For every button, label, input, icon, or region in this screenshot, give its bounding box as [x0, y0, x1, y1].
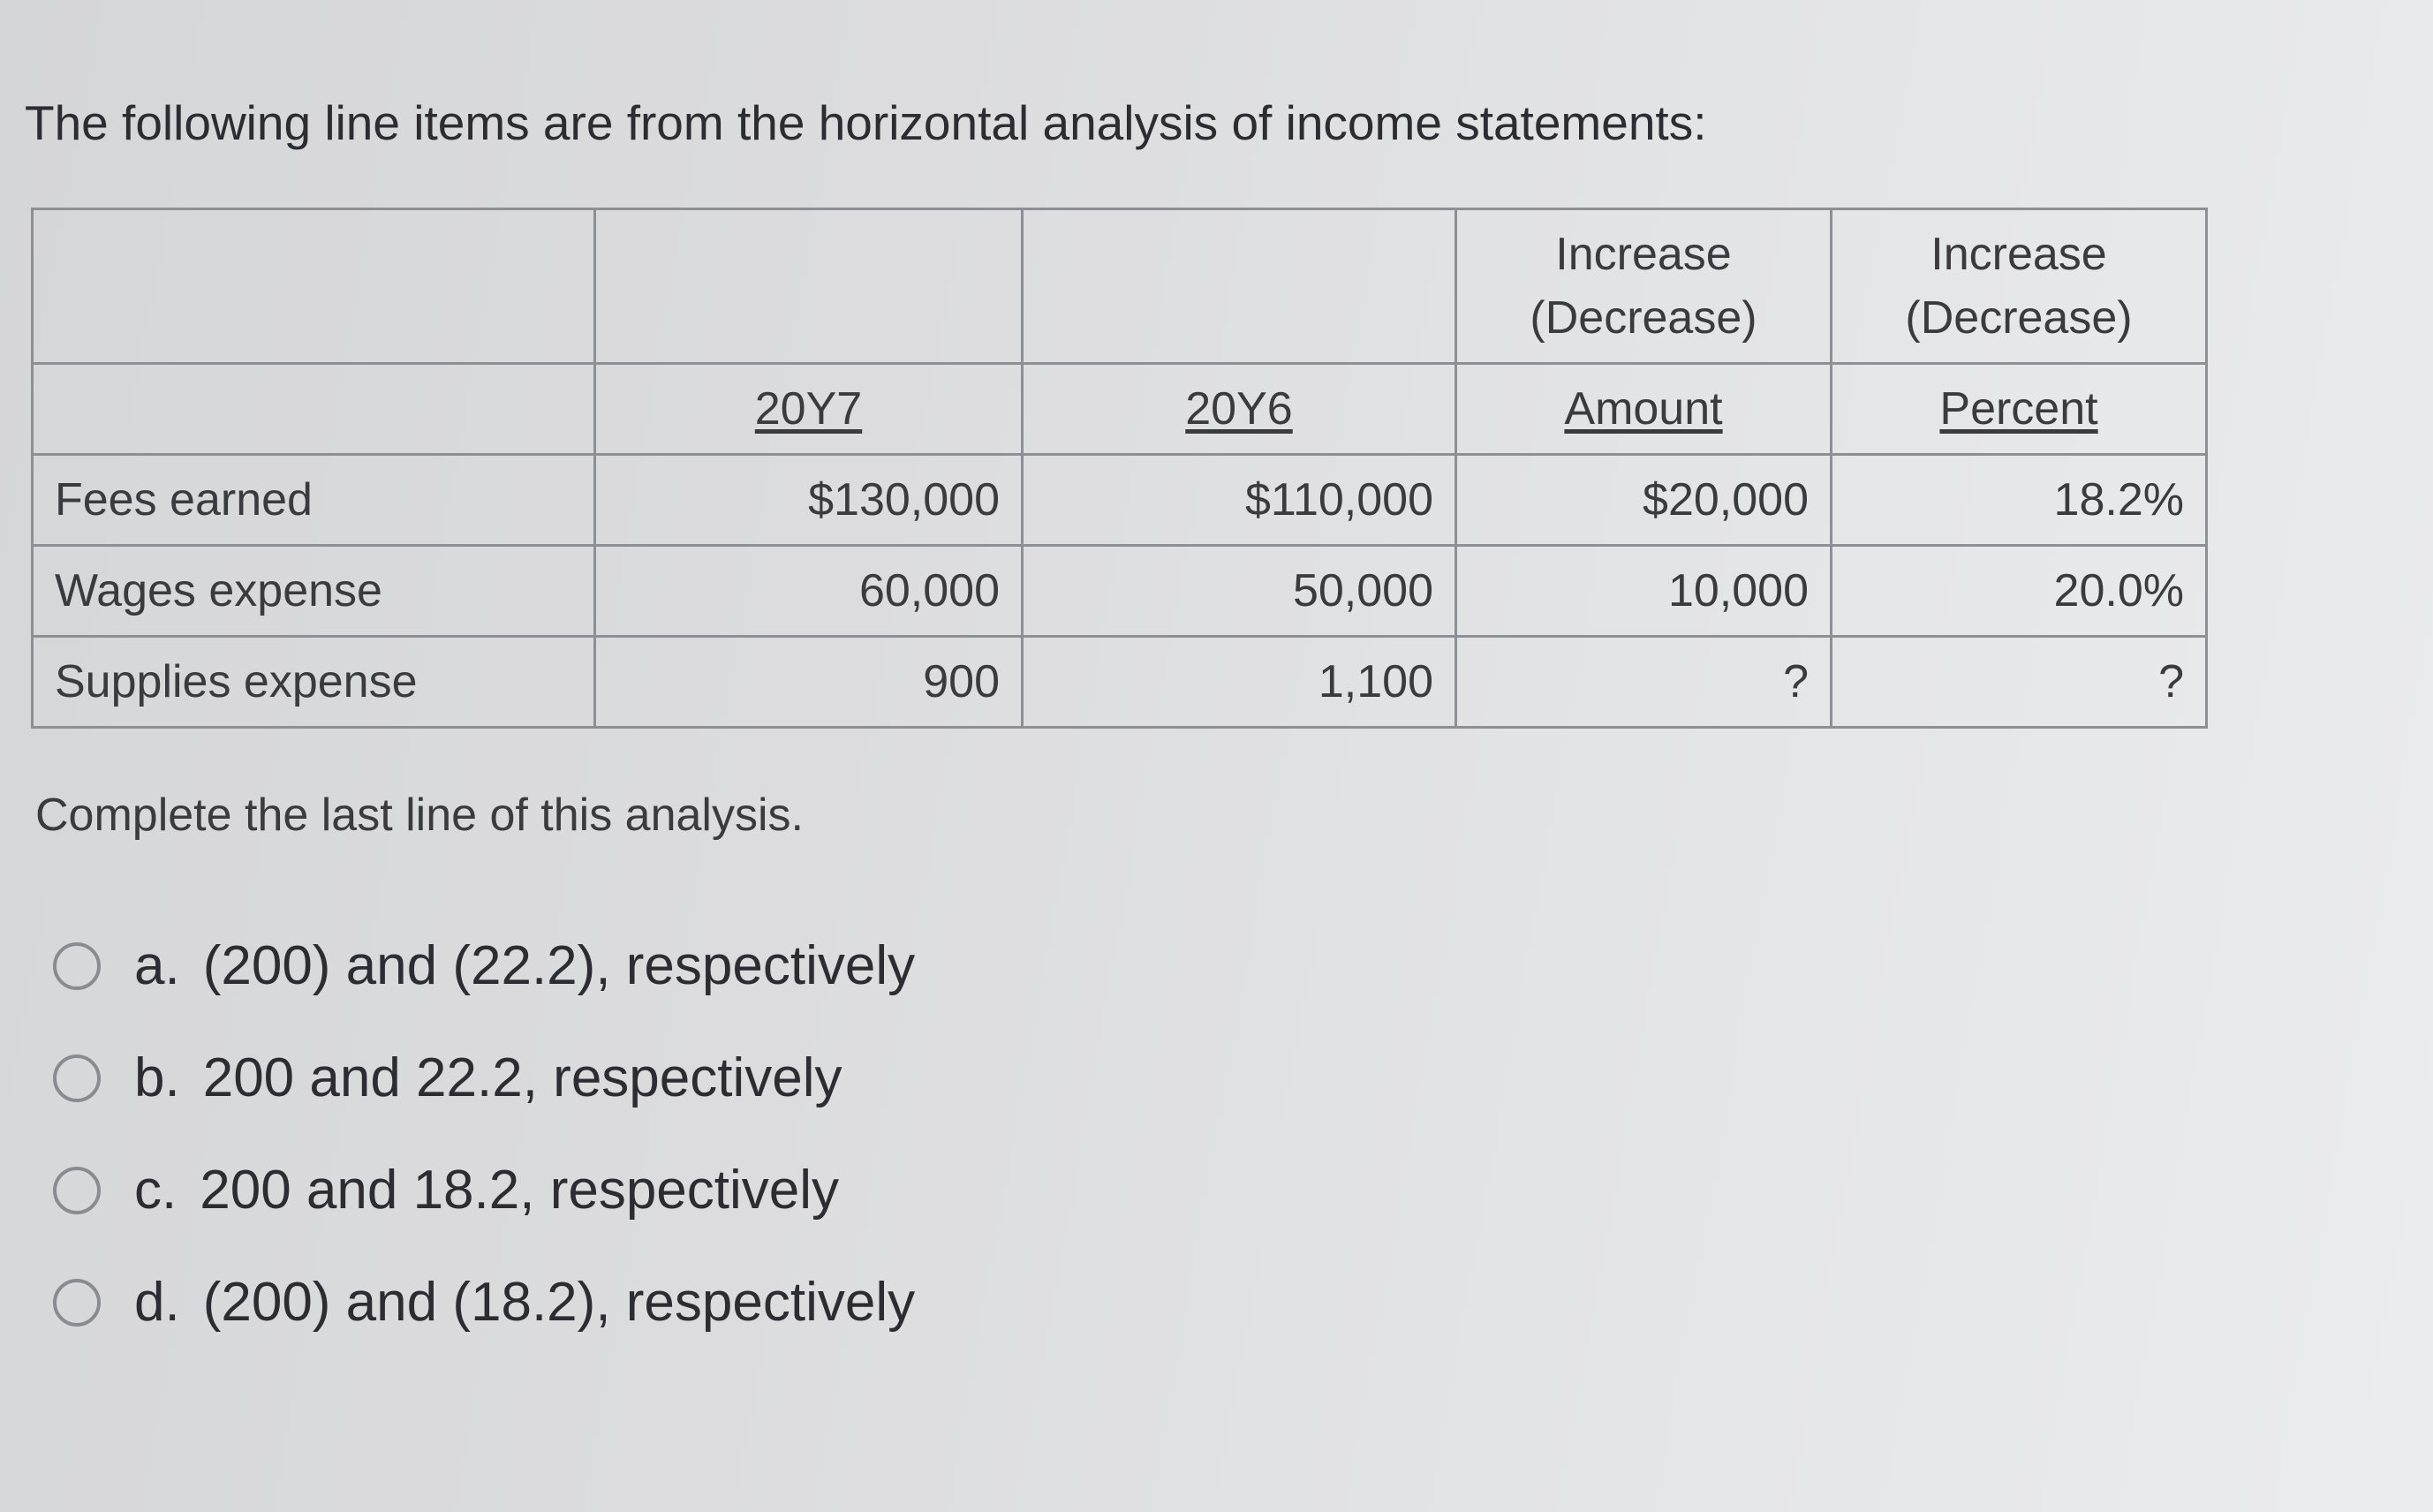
option-d[interactable] — [53, 1246, 915, 1358]
cell-20y7: 900 — [595, 637, 1023, 728]
question-intro: The following line items are from the horizontal analysis of income statements: — [25, 95, 1707, 150]
column-header-20y6-text: 20Y6 — [1185, 383, 1293, 435]
cell-20y7: $130,000 — [595, 455, 1023, 546]
header-empty-y7 — [595, 209, 1023, 364]
option-letter: d. — [134, 1272, 180, 1333]
header-percent-line2: (Decrease) — [1905, 292, 2133, 344]
header-percent-line1: Increase — [1931, 229, 2107, 280]
table-row — [33, 455, 2207, 546]
cell-amount: $20,000 — [1456, 455, 1832, 546]
row-label: Supplies expense — [33, 637, 595, 728]
question-prompt: Complete the last line of this analysis. — [35, 790, 804, 841]
column-header-amount — [1456, 364, 1832, 455]
header-percent-title — [1832, 209, 2207, 364]
row-label: Wages expense — [33, 546, 595, 637]
option-letter: b. — [134, 1047, 180, 1108]
column-header-percent — [1832, 364, 2207, 455]
table-subheader-row — [33, 364, 2207, 455]
cell-percent: ? — [1832, 637, 2207, 728]
header-empty-y6 — [1023, 209, 1456, 364]
cell-20y6: 50,000 — [1023, 546, 1456, 637]
column-header-percent-text: Percent — [1939, 383, 2098, 435]
subheader-empty — [33, 364, 595, 455]
column-header-20y7 — [595, 364, 1023, 455]
option-text[interactable]: 200 and 18.2, respectively — [200, 1160, 840, 1221]
table-header-row — [33, 209, 2207, 364]
column-header-amount-text: Amount — [1564, 383, 1723, 435]
cell-percent: 20.0% — [1832, 546, 2207, 637]
cell-20y6: 1,100 — [1023, 637, 1456, 728]
cell-20y7: 60,000 — [595, 546, 1023, 637]
table-row — [33, 637, 2207, 728]
option-a[interactable] — [53, 910, 915, 1022]
option-letter: c. — [134, 1160, 178, 1221]
header-amount-line1: Increase — [1555, 229, 1732, 280]
row-label: Fees earned — [33, 455, 595, 546]
header-amount-line2: (Decrease) — [1530, 292, 1757, 344]
cell-20y6: $110,000 — [1023, 455, 1456, 546]
horizontal-analysis-table — [31, 208, 2208, 729]
radio-button-b[interactable] — [53, 1055, 101, 1102]
option-b[interactable] — [53, 1022, 915, 1134]
cell-amount: ? — [1456, 637, 1832, 728]
cell-percent: 18.2% — [1832, 455, 2207, 546]
option-c[interactable] — [53, 1134, 915, 1246]
cell-amount: 10,000 — [1456, 546, 1832, 637]
radio-button-d[interactable] — [53, 1279, 101, 1327]
radio-button-c[interactable] — [53, 1167, 101, 1214]
answer-options — [53, 910, 915, 1358]
header-empty-label — [33, 209, 595, 364]
option-letter: a. — [134, 935, 180, 996]
radio-button-a[interactable] — [53, 942, 101, 990]
header-amount-title — [1456, 209, 1832, 364]
column-header-20y7-text: 20Y7 — [754, 383, 863, 435]
option-text[interactable]: 200 and 22.2, respectively — [202, 1047, 842, 1108]
option-text[interactable]: (200) and (22.2), respectively — [202, 935, 916, 996]
table-row — [33, 546, 2207, 637]
column-header-20y6 — [1023, 364, 1456, 455]
option-text[interactable]: (200) and (18.2), respectively — [202, 1272, 916, 1333]
